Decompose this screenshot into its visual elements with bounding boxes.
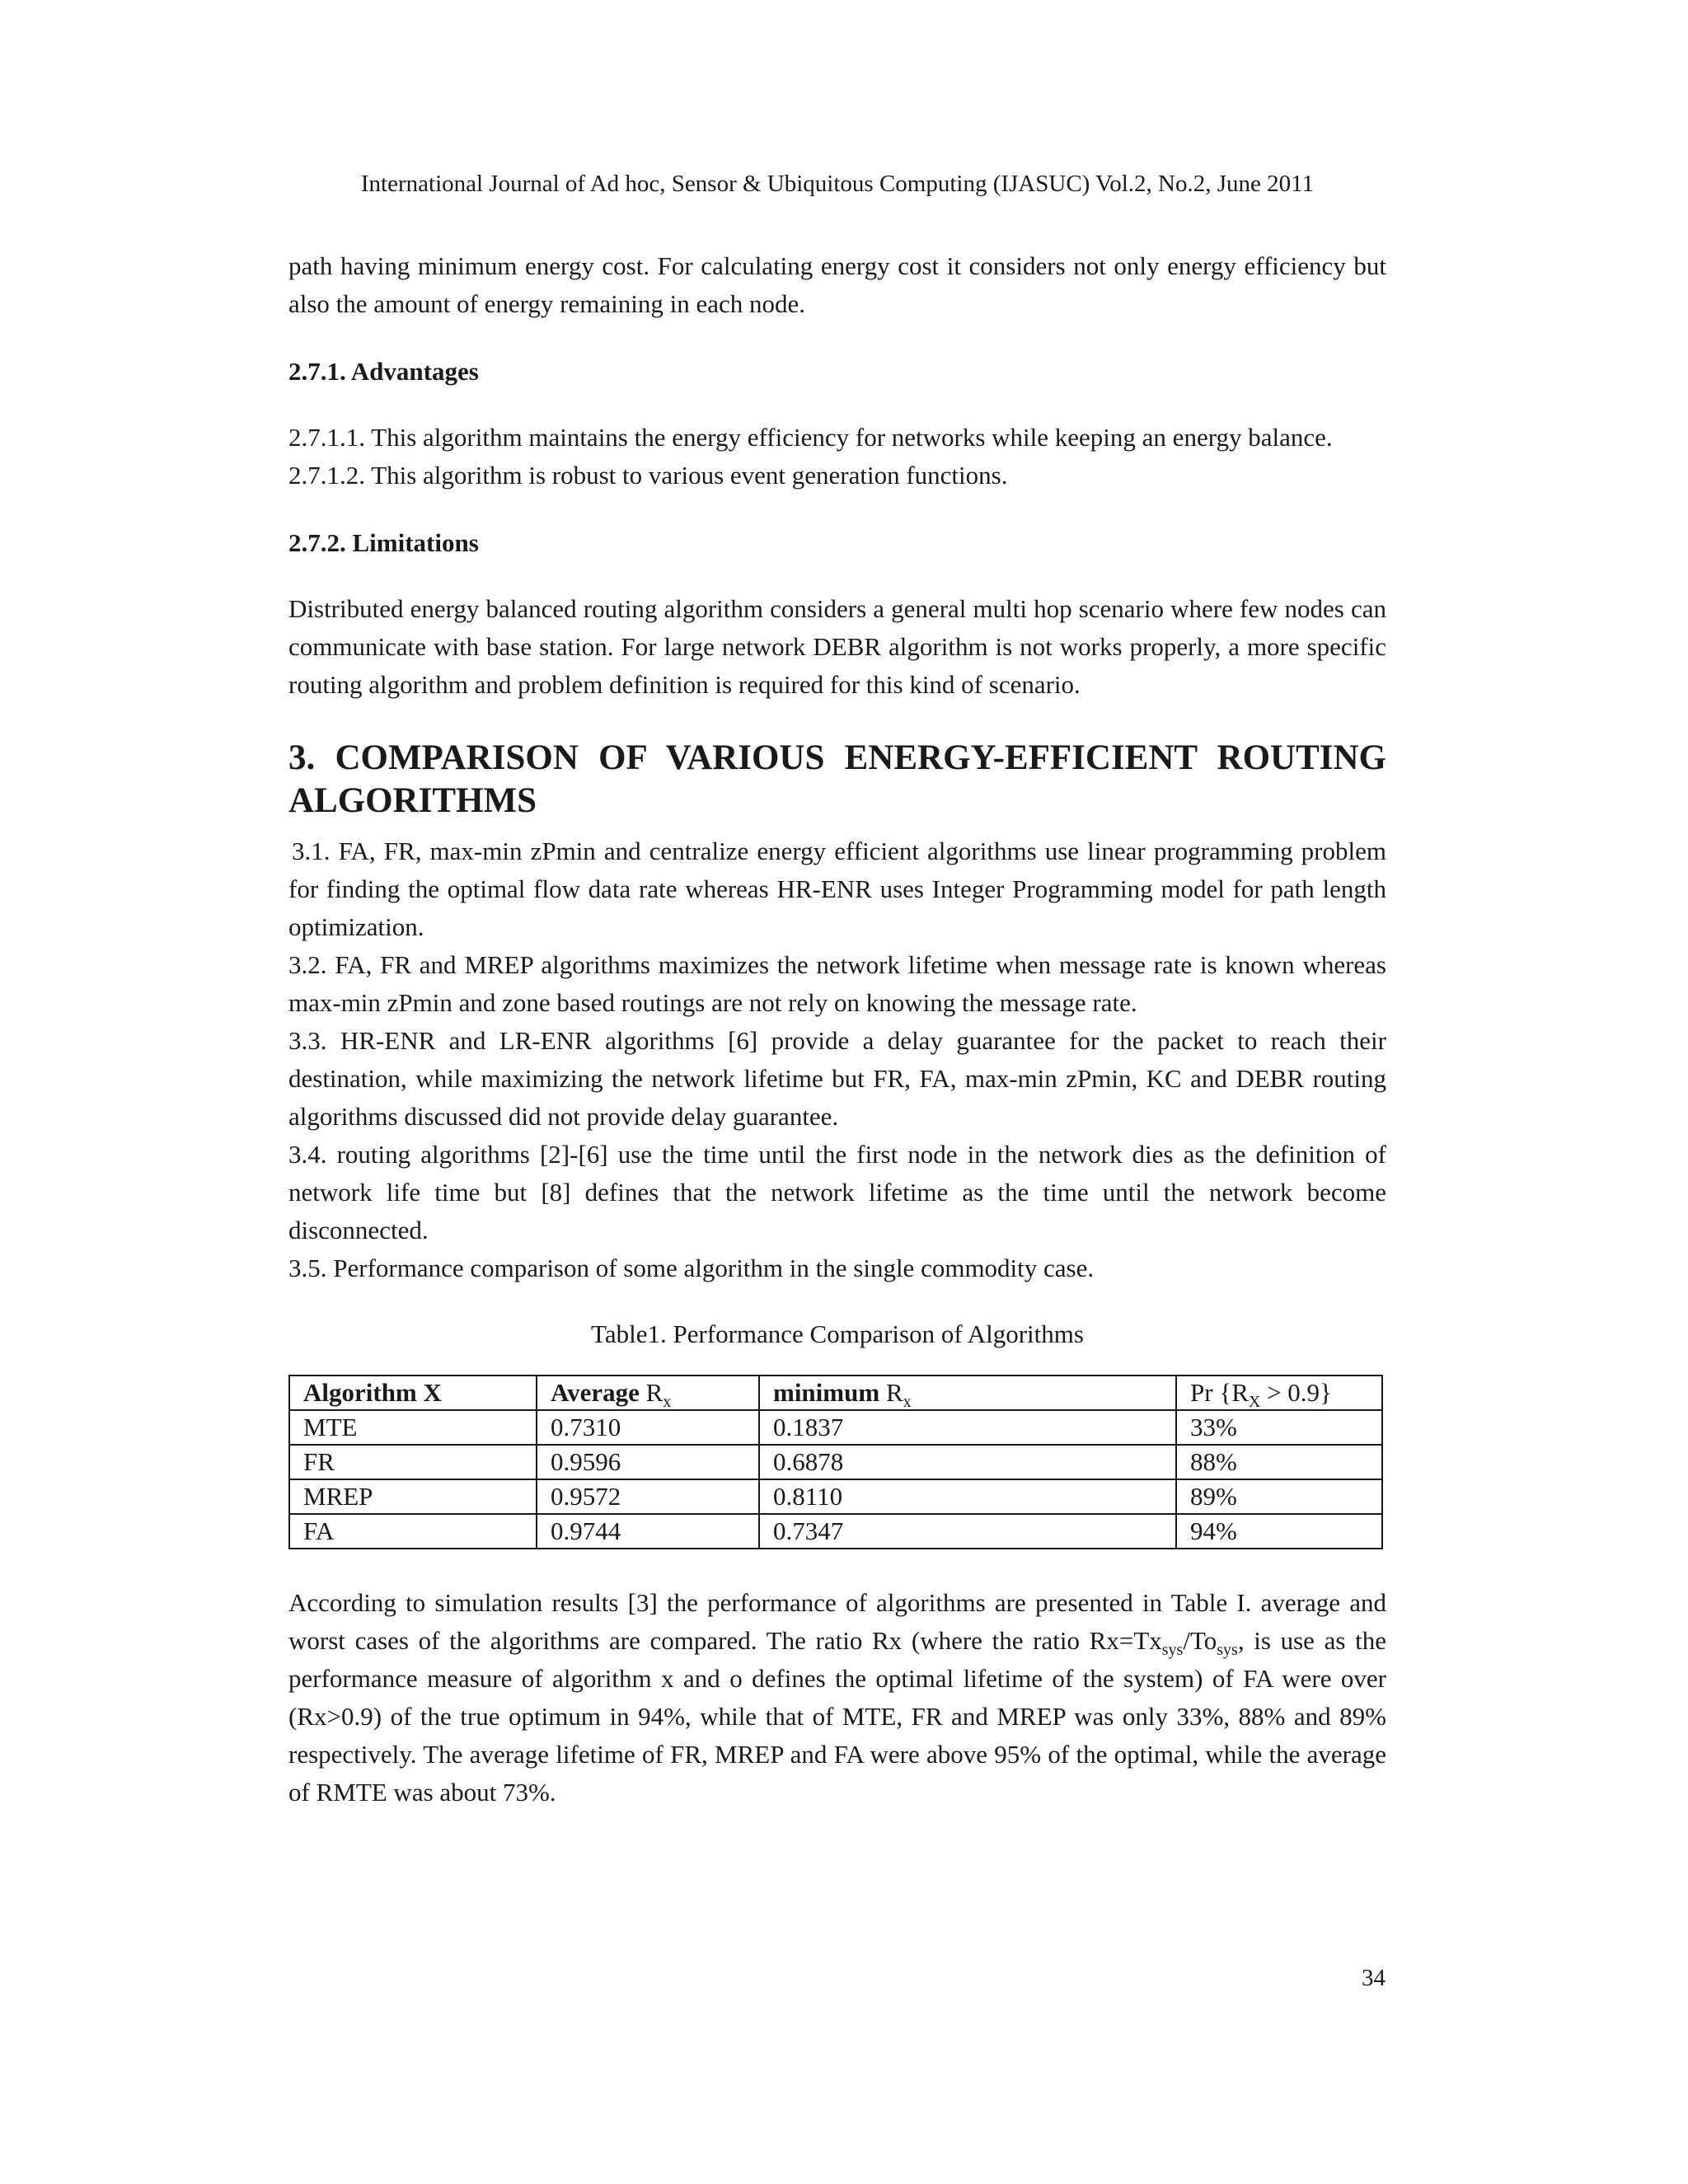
section-3-1: 3.1. FA, FR, max-min zPmin and centralize energy efficient algorithms use linear programming problem for finding the optimal flow data rate whereas HR-ENR uses Integer Programming model for path length optimization. [288,837,1386,941]
table-row [289,1445,1382,1479]
section-3-2: 3.2. FA, FR and MREP algorithms maximizes the network lifetime when message rate is known whereas max-min zPmin and zone based routings are not rely on knowing the message rate. [288,950,1386,1017]
advantage-item-2: 2.7.1.2. This algorithm is robust to various event generation functions. [288,461,1008,490]
table-cell: 0.6878 [759,1445,1176,1479]
table-row [289,1479,1382,1514]
page-number: 34 [1362,1965,1386,1991]
table-cell: 0.9572 [537,1479,759,1514]
table-row [289,1410,1382,1445]
page-body [288,247,1386,1811]
table-cell: 0.9744 [537,1514,759,1549]
section-3-3: 3.3. HR-ENR and LR-ENR algorithms [6] provide a delay guarantee for the packet to reach their destination, while maximizing the network lifetime but FR, FA, max-min zPmin, KC and DEBR routing algorithms discussed did not provide delay guarantee. [288,1026,1386,1131]
advantage-item-1: 2.7.1.1. This algorithm maintains the energy efficiency for networks while keeping an energy balance. [288,423,1333,452]
closing-paragraph: According to simulation results [3] the performance of algorithms are presented in Table I. average and worst cases of the algorithms are compared. The ratio Rx (where the ratio $Rx=Tx_{sys}/To_{sys}$, is use as the performance measure of algorithm x and o defines the optimal lifetime of the system) of FA were over (Rx>0.9) of the true optimum in 94%, while that of MTE, FR and MREP was only 33%, 88% and 89% respectively. The average lifetime of FR, MREP and FA were above 95% of the optimal, while the average of RMTE was about 73%. [288,1588,1387,1807]
table-row [289,1514,1382,1549]
table-cell: 89% [1176,1479,1382,1514]
header-algorithm: Algorithm X [289,1376,537,1410]
section-3-heading: 3. COMPARISON OF VARIOUS ENERGY-EFFICIENT ROUTING ALGORITHMS [288,738,1386,820]
advantages-heading: 2.7.1. Advantages [288,357,479,386]
table-cell: 88% [1176,1445,1382,1479]
table-caption: Table1. Performance Comparison of Algorithms [591,1319,1084,1348]
limitations-heading: 2.7.2. Limitations [288,528,479,557]
section-3-4: 3.4. routing algorithms [2]-[6] use the time until the first node in the network dies as the definition of network life time but [8] defines that the network lifetime as the time until the network become disconnected. [288,1140,1386,1244]
table-cell: 94% [1176,1514,1382,1549]
table-cell: 0.8110 [759,1479,1176,1514]
performance-table [288,1375,1383,1549]
table-cell: 0.7310 [537,1410,759,1445]
table-cell: MREP [289,1479,537,1514]
header-minimum-rx: minimum $R_x$ [759,1376,1176,1410]
intro-paragraph: path having minimum energy cost. For calculating energy cost it considers not only energy efficiency but also the amount of energy remaining in each node. [288,251,1386,318]
table-header-row [289,1376,1382,1410]
header-average-rx: Average $R_x$ [537,1376,759,1410]
table-cell: MTE [289,1410,537,1445]
limitations-paragraph: Distributed energy balanced routing algorithm considers a general multi hop scenario where few nodes can communicate with base station. For large network DEBR algorithm is not works properly, a more specific routing algorithm and problem definition is required for this kind of scenario. [288,594,1386,699]
header-probability: Pr $\{R_X > 0.9\}$ [1176,1376,1382,1410]
table-cell: 33% [1176,1410,1382,1445]
table-cell: 0.7347 [759,1514,1176,1549]
table-cell: FR [289,1445,537,1479]
table-cell: 0.9596 [537,1445,759,1479]
section-3-5: 3.5. Performance comparison of some algorithm in the single commodity case. [288,1254,1095,1282]
table-cell: FA [289,1514,537,1549]
table-cell: 0.1837 [759,1410,1176,1445]
running-header: International Journal of Ad hoc, Sensor & Ubiquitous Computing (IJASUC) Vol.2, No.2, June 2011 [360,171,1315,197]
